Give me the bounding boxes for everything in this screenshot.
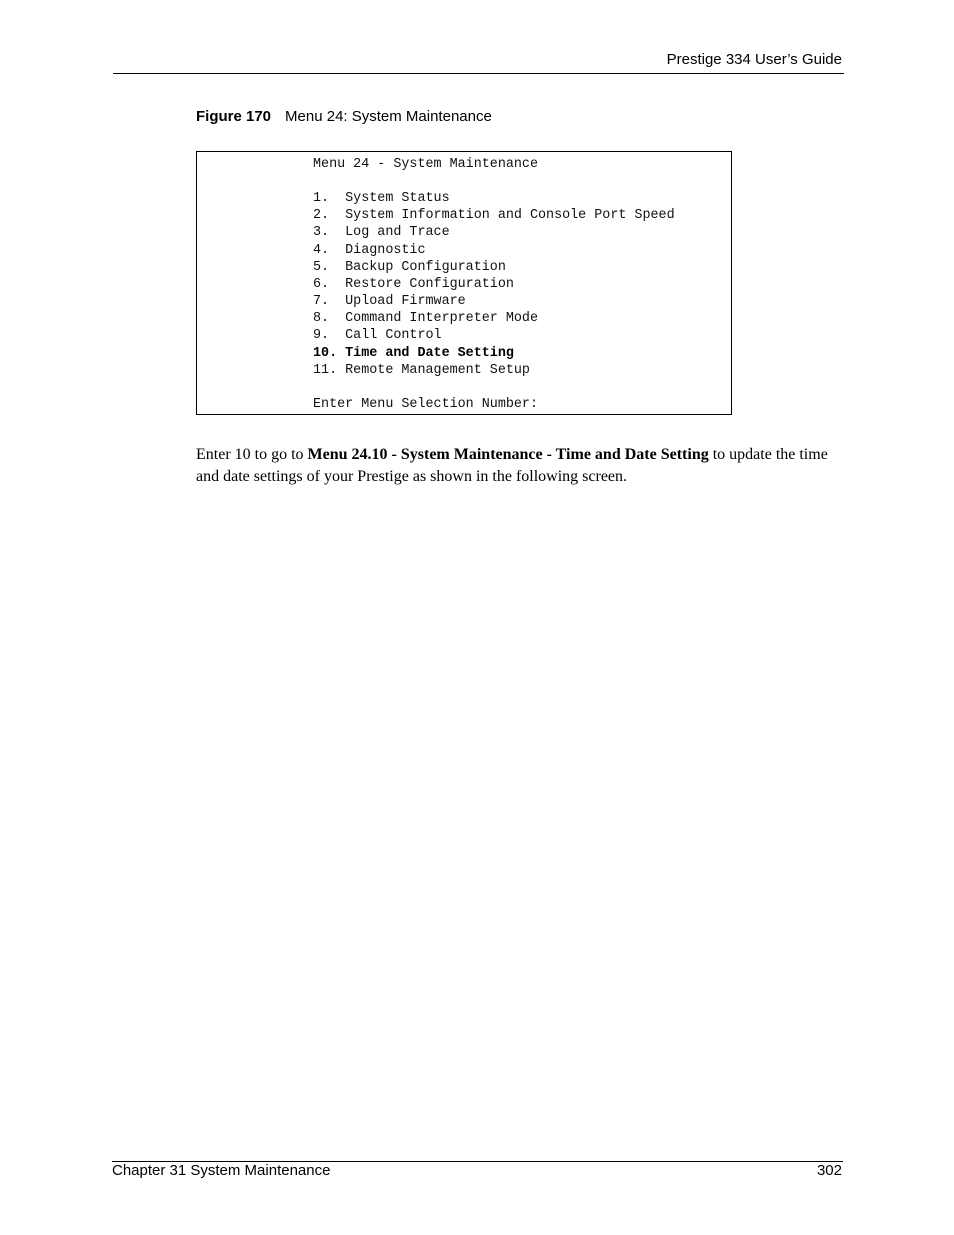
menu-item: 5. Backup Configuration — [313, 260, 506, 275]
body-text-post: to update the time and date settings of your Prestige as shown in the following screen. — [196, 446, 828, 485]
menu-item: 9. Call Control — [313, 328, 442, 343]
footer-page-number: 302 — [816, 1162, 842, 1179]
menu-item: 1. System Status — [313, 191, 450, 206]
menu-item: 3. Log and Trace — [313, 225, 450, 240]
menu-reference: Menu 24.10 - System Maintenance - Time and Date Setting — [307, 446, 709, 463]
menu-item: 4. Diagnostic — [313, 243, 426, 258]
body-paragraph — [196, 444, 846, 487]
menu-item: 7. Upload Firmware — [313, 294, 466, 309]
menu-item: 8. Command Interpreter Mode — [313, 311, 538, 326]
header-divider — [113, 73, 844, 74]
menu-title: Menu 24 - System Maintenance — [313, 157, 538, 172]
terminal-screen — [196, 151, 732, 415]
menu-item: 11. Remote Management Setup — [313, 363, 530, 378]
footer-chapter: Chapter 31 System Maintenance — [112, 1162, 331, 1179]
menu-item: 2. System Information and Console Port Speed — [313, 208, 675, 223]
menu-item: 6. Restore Configuration — [313, 277, 514, 292]
figure-label: Figure 170 — [196, 108, 272, 125]
body-text-pre: Enter 10 to go to — [196, 446, 308, 463]
figure-caption — [196, 108, 492, 125]
menu-item-selected: 10. Time and Date Setting — [313, 346, 514, 361]
figure-caption-text: Menu 24: System Maintenance — [285, 108, 492, 125]
menu-selection-prompt: Enter Menu Selection Number: — [313, 397, 538, 412]
running-header-title: Prestige 334 User’s Guide — [666, 51, 842, 68]
